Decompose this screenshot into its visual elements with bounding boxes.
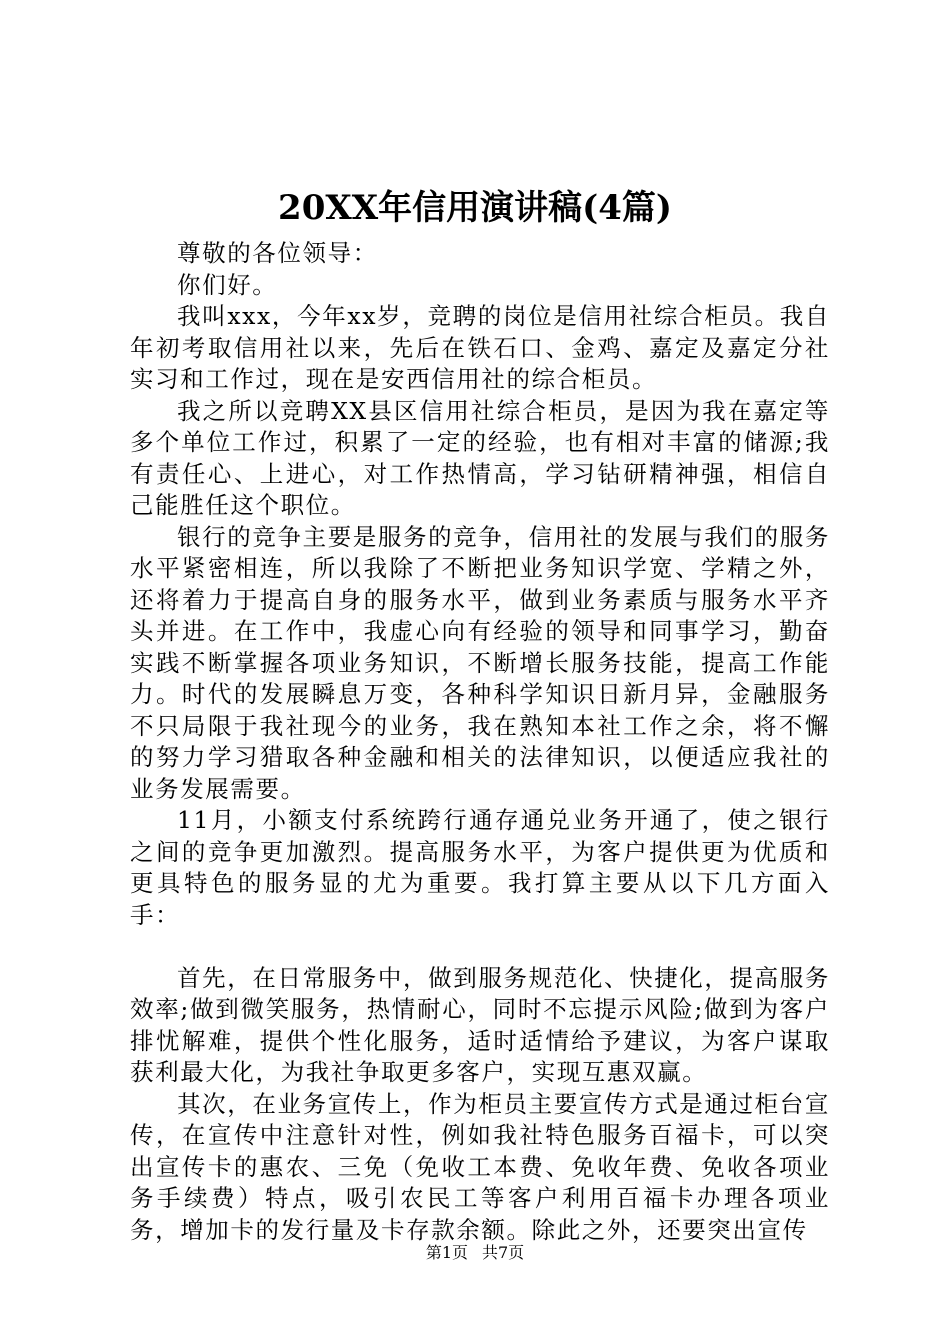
paragraph-competition: 银行的竞争主要是服务的竞争，信用社的发展与我们的服务水平紧密相连，所以我除了不断把业务知识学宽、学精之外，还将着力于提高自身的服务水平，做到业务素质与服务水平齐头并进。在工作中，我虚心向有经验的领导和同事学习，勤奋实践不断掌握各项业务知识，不断增长服务技能，提高工作能力。时代的发展瞬息万变，各种科学知识日新月异，金融服务不只局限于我社现今的业务，我在熟知本社工作之余，将不懈的努力学习猎取各种金融和相关的法律知识，以便适应我社的业务发展需要。: [130, 522, 830, 803]
page-total: 共7页: [482, 1243, 525, 1262]
document-body: [130, 238, 830, 1246]
document-title: 20XX年信用演讲稿(4篇): [278, 188, 672, 228]
paragraph-second: 其次，在业务宣传上，作为柜员主要宣传方式是通过柜台宣传，在宣传中注意针对性，例如我社特色服务百福卡，可以突出宣传卡的惠农、三免（免收工本费、免收年费、免收各项业务手续费）特点，吸引农民工等客户利用百福卡办理各项业务，增加卡的发行量及卡存款余额。除此之外，还要突出宣传: [130, 1089, 830, 1244]
paragraph-reason: 我之所以竞聘XX县区信用社综合柜员，是因为我在嘉定等多个单位工作过，积累了一定的经验，也有相对丰富的储源;我有责任心、上进心，对工作热情高，学习钻研精神强，相信自己能胜任这个职位。: [130, 396, 830, 519]
paragraph-november: 11月，小额支付系统跨行通存通兑业务开通了，使之银行之间的竞争更加激烈。提高服务水平，为客户提供更为优质和更具特色的服务显的尤为重要。我打算主要从以下几方面入手：: [130, 806, 830, 929]
page-number: 第1页: [425, 1243, 468, 1262]
paragraph-introduction: 我叫xxx，今年xx岁，竞聘的岗位是信用社综合柜员。我自年初考取信用社以来，先后在铁石口、金鸡、嘉定及嘉定分社实习和工作过，现在是安西信用社的综合柜员。: [130, 302, 830, 393]
page-footer: [0, 1242, 950, 1264]
paragraph-first: 首先，在日常服务中，做到服务规范化、快捷化，提高服务效率;做到微笑服务，热情耐心，同时不忘提示风险;做到为客户排忧解难，提供个性化服务，适时适情给予建议，为客户谋取获利最大化，为我社争取更多客户，实现互惠双赢。: [130, 963, 830, 1086]
salutation: 尊敬的各位领导：: [177, 239, 378, 267]
greeting: 你们好。: [177, 270, 278, 299]
